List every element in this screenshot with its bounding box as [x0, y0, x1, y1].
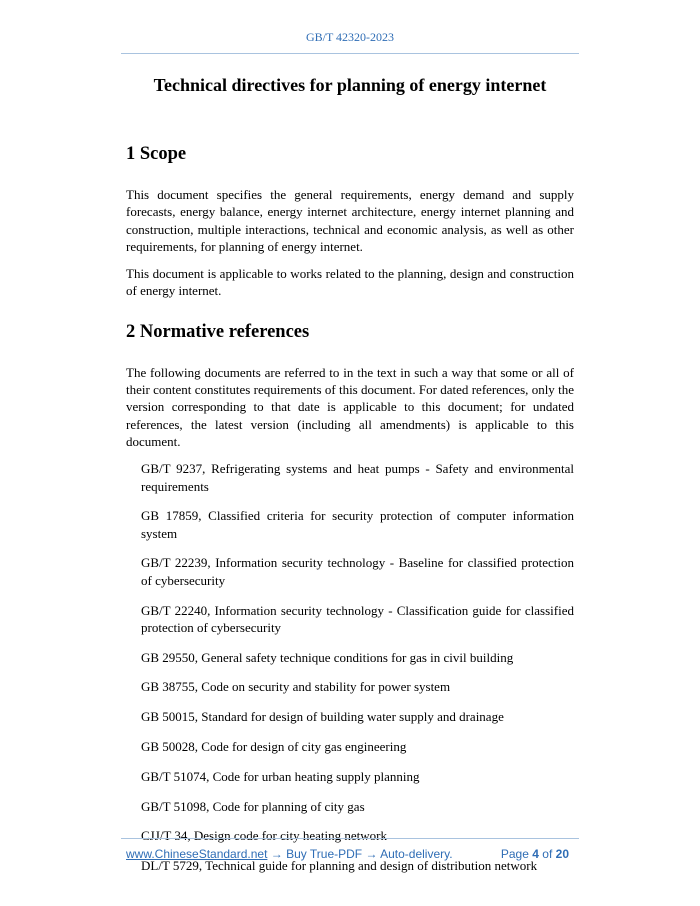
reference-item: GB/T 22239, Information security technology - Baseline for classified protection of cybersecurity: [141, 555, 574, 588]
scope-paragraph: This document specifies the general requirements, energy demand and supply forecasts, energy balance, energy internet architecture, energy internet planning and construction, multiple interactions, technical and economic analysis, as well as other requirements, for planning of energy internet.: [126, 187, 574, 254]
document-header-code: GB/T 42320-2023: [305, 30, 395, 44]
page-of: of: [542, 847, 553, 861]
reference-item: GB 17859, Classified criteria for security protection of computer information system: [141, 508, 574, 541]
reference-item: DL/T 5729, Technical guide for planning and design of distribution network: [141, 858, 538, 874]
page-total: 20: [555, 847, 569, 861]
reference-item: GB/T 22240, Information security technology - Classification guide for classified protection of cybersecurity: [141, 602, 574, 635]
section-heading-normative-references: 2 Normative references: [126, 321, 310, 342]
document-title: Technical directives for planning of energy internet: [153, 75, 547, 95]
page-label: Page: [500, 847, 529, 861]
chinesestandard-link[interactable]: www.ChineseStandard.net: [126, 847, 268, 861]
reference-item: GB 38755, Code on security and stability for power system: [141, 679, 451, 695]
reference-item: GB/T 51074, Code for urban heating supply planning: [141, 768, 420, 784]
reference-list: [126, 460, 574, 874]
page-indicator: [501, 847, 569, 861]
reference-item: GB 50028, Code for design of city gas engineering: [141, 739, 407, 755]
scope-paragraph: This document is applicable to works related to the planning, design and construction of energy internet.: [126, 266, 574, 299]
normative-references-intro: The following documents are referred to in the text in such a way that some or all of their content constitutes requirements of this document. For dated references, only the version corresponding to that date is applicable to this document; for undated references, the latest version (including all amendments) is applicable to this document.: [126, 364, 574, 449]
page-footer: [126, 847, 574, 861]
reference-item: CJJ/T 34, Design code for city heating network: [141, 828, 387, 844]
reference-item: GB/T 51098, Code for planning of city gas: [141, 798, 365, 814]
reference-item: GB 50015, Standard for design of building water supply and drainage: [141, 709, 504, 725]
reference-item: GB/T 9237, Refrigerating systems and heat pumps - Safety and environmental requirements: [141, 461, 574, 494]
document-body: [126, 142, 574, 887]
footer-divider: [121, 838, 579, 839]
page-current: 4: [532, 847, 539, 861]
header-divider: [121, 53, 579, 54]
section-heading-scope: 1 Scope: [126, 144, 187, 164]
reference-item: GB 29550, General safety technique conditions for gas in civil building: [141, 649, 514, 665]
footer-promo-text: → Buy True-PDF → Auto-delivery.: [267, 847, 453, 861]
